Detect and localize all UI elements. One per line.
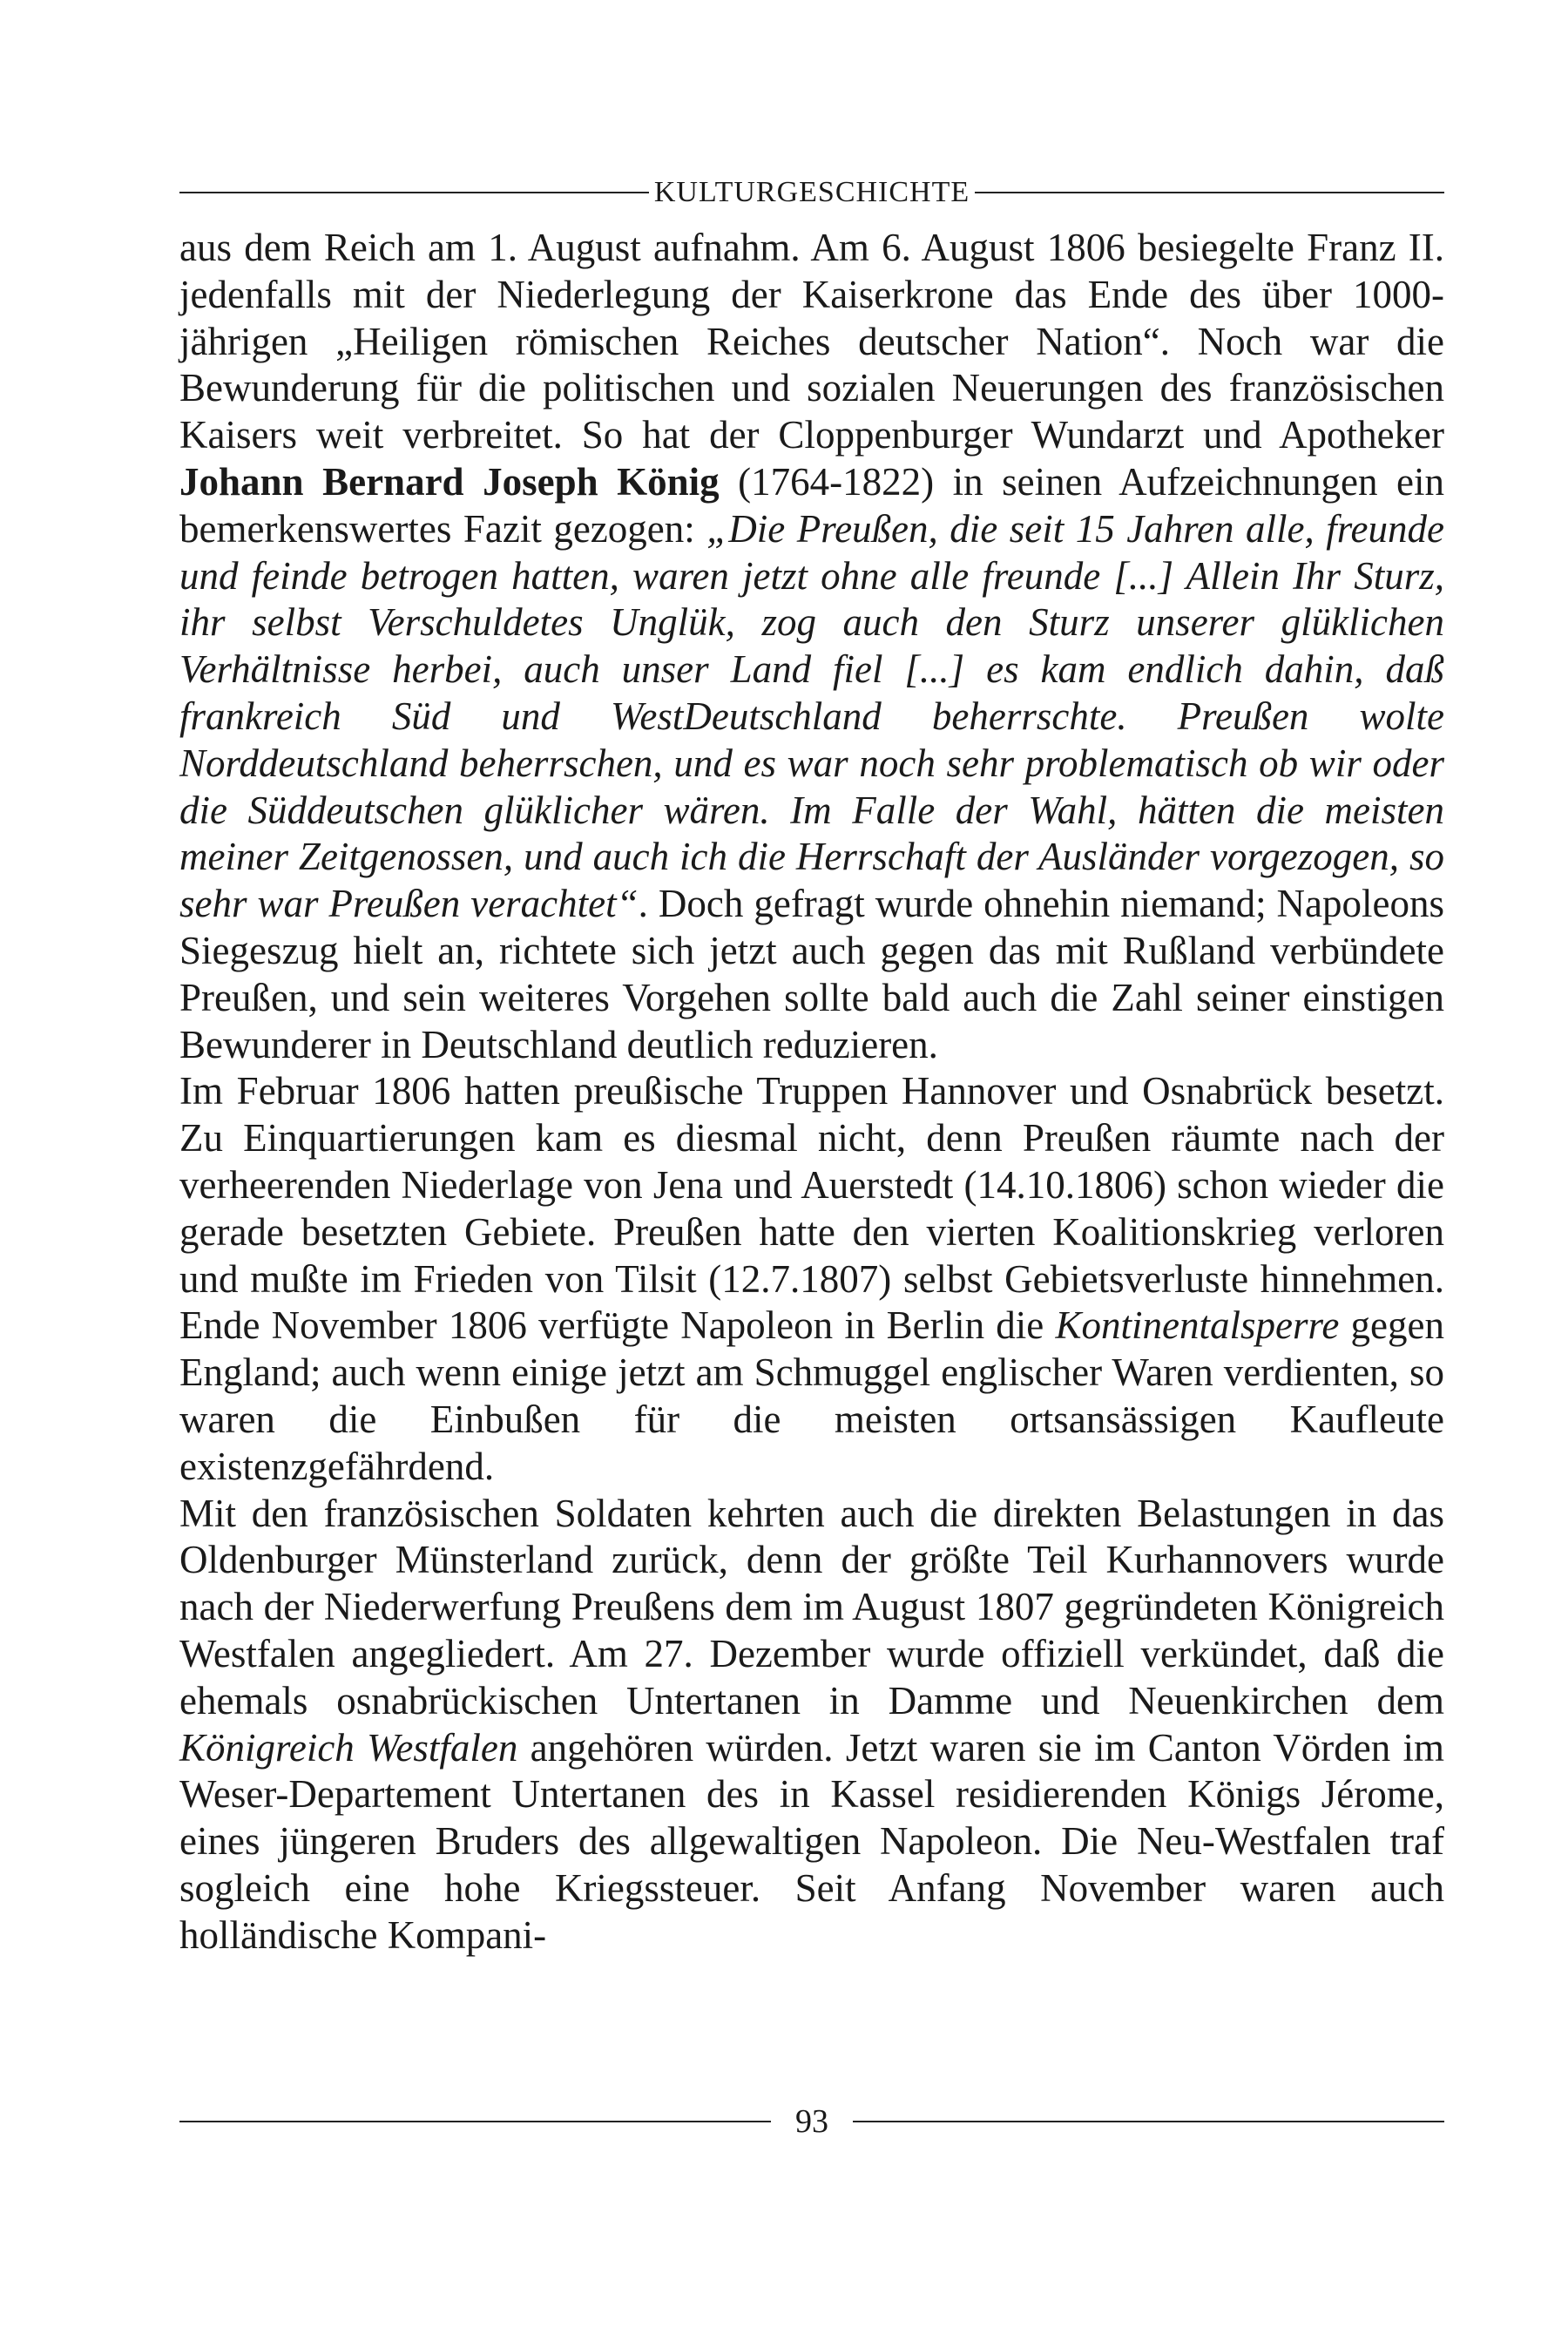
italic-term: Kontinentalsperre — [1055, 1303, 1340, 1348]
footer-rule-left — [179, 2121, 771, 2122]
footer-rule-right — [853, 2121, 1444, 2122]
person-name: Johann Bernard Joseph König — [179, 459, 720, 504]
running-header — [179, 171, 1444, 214]
text-segment: (1764-1822) in seinen Aufzeichnungen ein bemerkenswertes Fazit gezogen: — [179, 459, 1445, 551]
italic-term: Königreich Westfalen — [179, 1725, 518, 1770]
text-segment: gegen England; auch wenn einige jetzt am Schmuggel englischer Waren verdienten, so waren die Einbußen für die meisten ortsansässigen Kaufleute existenzgefährdend. — [179, 1303, 1444, 1488]
quotation: „Die Preußen, die seit 15 Jahren alle, freunde und feinde betrogen hatten, waren jetzt ohne alle freunde [...] Allein Ihr Sturz, ihr selbst Verschuldetes Unglük, zog auch den Sturz unserer glüklichen Verhältnisse herbei, auch unser Land fiel [...] es kam endlich dahin, daß frankreich Süd und WestDeutschland beherrschte. Preußen wolte Norddeutschland beherrschen, und es war noch sehr problematisch ob wir oder die Süddeutschen glüklicher wären. Im Falle der Wahl, hätten die meisten meiner Zeitgenossen, und auch ich die Herrschaft der Ausländer vorgezogen, so sehr war Preußen verachtet“ — [179, 506, 1444, 926]
paragraph — [179, 1068, 1444, 1490]
page-number: 93 — [795, 2103, 828, 2140]
section-title: KULTURGESCHICHTE — [653, 176, 970, 208]
header-rule-right — [975, 192, 1444, 193]
text-segment: angehören würden. Jetzt waren sie im Canton Vörden im Weser-Departement Untertanen des in Kassel residierenden Königs Jérome, eines jüngeren Bruders des allgewaltigen Napoleon. Die Neu-Westfalen traf sogleich eine hohe Kriegssteuer. Seit Anfang November waren auch holländische Kompani- — [179, 1725, 1444, 1957]
text-segment: aus dem Reich am 1. August aufnahm. Am 6. August 1806 besiegelte Franz II. jedenfalls mit der Niederlegung der Kaiserkrone das Ende des über 1000-jährigen „Heiligen römischen Reiches deutscher Nation“. Noch war die Bewunderung für die politischen und sozialen Neuerungen des französischen Kaisers weit verbreitet. So hat der Cloppenburger Wundarzt und Apotheker — [179, 226, 1444, 457]
page-footer — [179, 2100, 1444, 2143]
text-segment: . Doch gefragt wurde ohnehin niemand; Napoleons Siegeszug hielt an, richtete sich jetzt auch gegen das mit Rußland verbündete Preußen, und sein weiteres Vorgehen sollte bald auch die Zahl seiner einstigen Bewunderer in Deutschland deutlich reduzieren. — [179, 882, 1444, 1066]
header-rule-left — [179, 192, 649, 193]
text-segment: Mit den französischen Soldaten kehrten auch die direkten Belastungen in das Oldenburger Münsterland zurück, denn der größte Teil Kurhannovers wurde nach der Niederwerfung Preußens dem im August 1807 gegründeten Königreich Westfalen angegliedert. Am 27. Dezember wurde offiziell verkündet, daß die ehemals osnabrückischen Untertanen in Damme und Neuenkirchen dem — [179, 1491, 1444, 1722]
paragraph — [179, 1491, 1444, 1959]
body-text — [179, 225, 1444, 1959]
paragraph — [179, 225, 1444, 1068]
text-segment: Im Februar 1806 hatten preußische Truppen Hannover und Osnabrück besetzt. Zu Einquartierungen kam es diesmal nicht, denn Preußen räumte nach der verheerenden Niederlage von Jena und Auerstedt (14.10.1806) schon wieder die gerade besetzten Gebiete. Preußen hatte den vierten Koalitionskrieg verloren und mußte im Frieden von Tilsit (12.7.1807) selbst Gebietsverluste hinnehmen. Ende November 1806 verfügte Napoleon in Berlin die — [179, 1069, 1444, 1348]
